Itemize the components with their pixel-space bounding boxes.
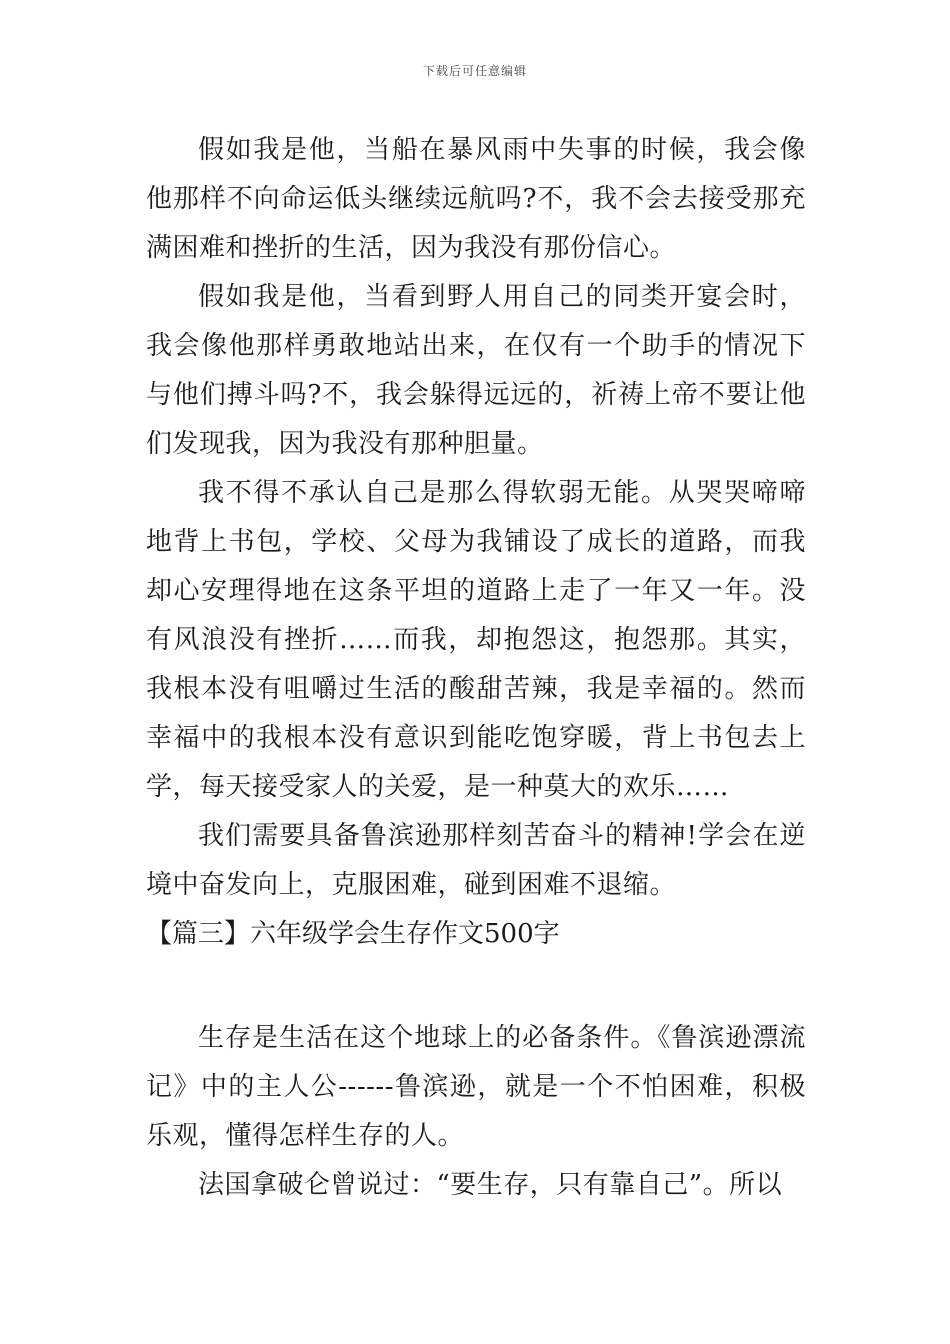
paragraph-reflection: 我不得不承认自己是那么得软弱无能。从哭哭啼啼地背上书包，学校、父母为我铺设了成长的道路，而我却心安理得地在这条平坦的道路上走了一年又一年。没有风浪没有挫折……而我，却抱怨这，抱怨那。其实，我根本没有咀嚼过生活的酸甜苦辣，我是幸福的。然而幸福中的我根本没有意识到能吃饱穿暖，背上书包去上学，每天接受家人的关爱，是一种莫大的欢乐…… bbox=[146, 478, 806, 802]
blank-line bbox=[146, 959, 806, 1014]
section-heading: 【篇三】六年级学会生存作文500字 bbox=[146, 919, 560, 949]
paragraph-shipwreck: 假如我是他，当船在暴风雨中失事的时候，我会像他那样不向命运低头继续远航吗?不，我不会去接受那充满困难和挫折的生活，因为我没有那份信心。 bbox=[146, 135, 806, 263]
paragraph-napoleon-quote: 法国拿破仑曾说过：“要生存，只有靠自己”。所以 bbox=[198, 1170, 783, 1200]
page-header: 下载后可任意编辑 bbox=[422, 64, 527, 78]
paragraph-conclusion: 我们需要具备鲁滨逊那样刻苦奋斗的精神!学会在逆境中奋发向上，克服困难，碰到困难不退缩。 bbox=[146, 821, 806, 900]
paragraph-survival-intro: 生存是生活在这个地球上的必备条件。《鲁滨逊漂流记》中的主人公------鲁滨逊，就是一个不怕困难，积极乐观，懂得怎样生存的人。 bbox=[146, 1023, 806, 1151]
paragraph-savages: 假如我是他，当看到野人用自己的同类开宴会时，我会像他那样勇敢地站出来，在仅有一个助手的情况下与他们搏斗吗?不，我会躲得远远的，祈祷上帝不要让他们发现我，因为我没有那种胆量。 bbox=[146, 282, 806, 459]
document-body bbox=[146, 126, 806, 1210]
